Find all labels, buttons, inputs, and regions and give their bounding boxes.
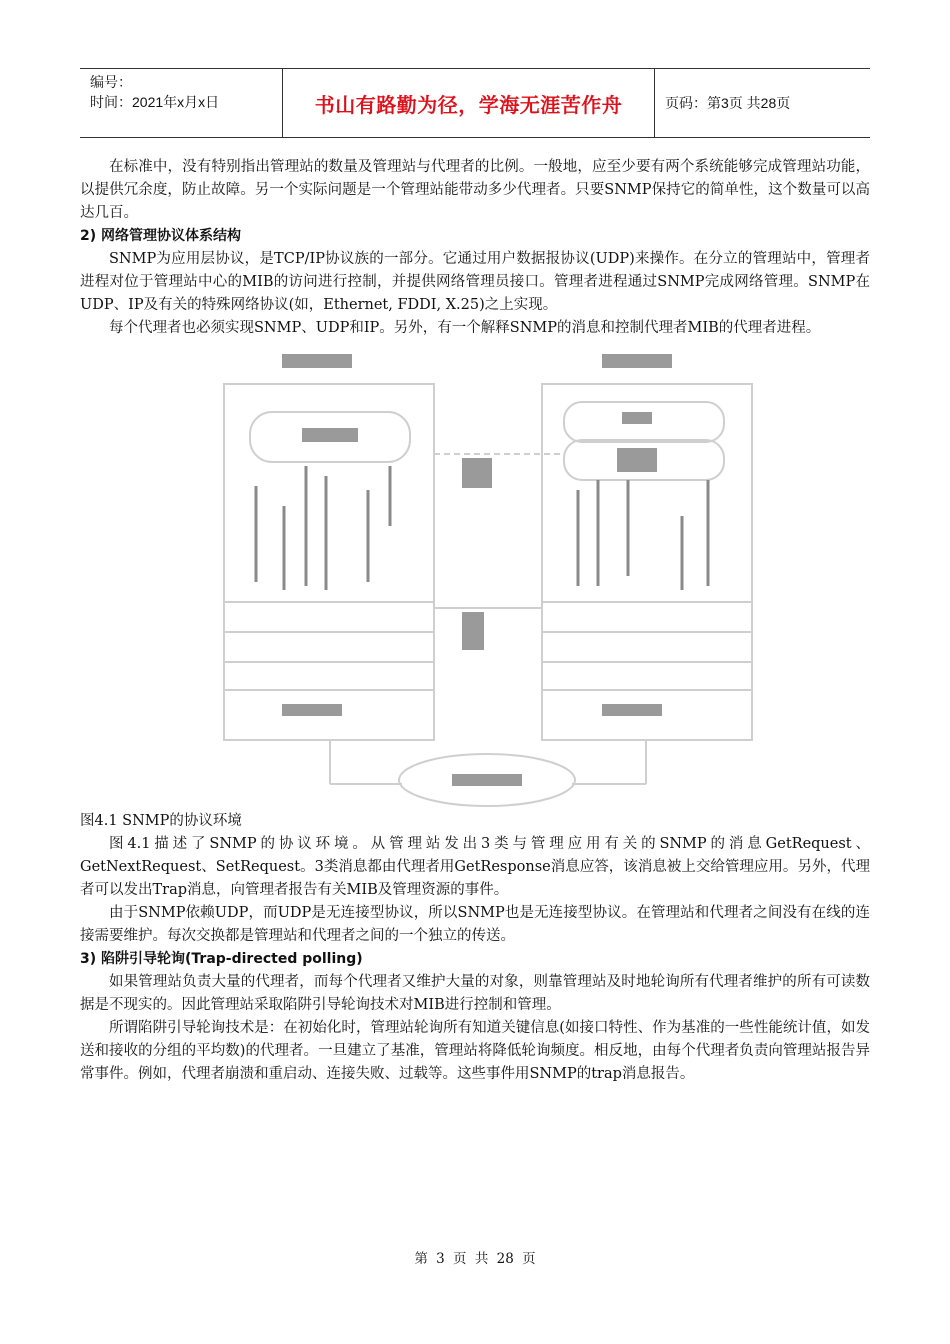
agent-link-layer-label-block bbox=[602, 704, 662, 716]
paragraph: 所谓陷阱引导轮询技术是：在初始化时，管理站轮询所有知道关键信息(如接口特性、作为基准的一些性能统计值，如发送和接收的分组的平均数)的代理者。一旦建立了基准，管理站将降低轮询频度。相反地，由每个代理者负责向管理站报告异常事件。例如，代理者崩溃和重启动、连接失败、过载等。这些事件用SNMP的trap消息报告。 bbox=[80, 1020, 870, 1082]
paragraph: 如果管理站负责大量的代理者，而每个代理者又维护大量的对象，则靠管理站及时地轮询所有代理者维护的所有可读数据是不现实的。因此管理站采取陷阱引导轮询技术对MIB进行控制和管理。 bbox=[80, 974, 870, 1013]
snmp-protocol-diagram bbox=[222, 350, 872, 810]
diagram-graphic bbox=[222, 350, 872, 810]
section-heading: 2) 网络管理协议体系结构 bbox=[80, 228, 242, 244]
header-motto: 书山有路勤为径，学海无涯苦作舟 bbox=[282, 69, 655, 137]
link-label-block bbox=[462, 612, 484, 650]
header-meta bbox=[80, 69, 282, 137]
document-body bbox=[80, 156, 870, 1086]
manager-process-label-block bbox=[302, 428, 358, 442]
paragraph: SNMP为应用层协议，是TCP/IP协议族的一部分。它通过用户数据报协议(UDP)来操作。在分立的管理站中，管理者进程对位于管理站中心的MIB的访问进行控制，并提供网络管理员接口。管理者进程通过SNMP完成网络管理。SNMP在UDP、IP及有关的特殊网络协议(如，Ethernet, FDDI, X.25)之上实现。 bbox=[80, 251, 870, 313]
agent-station-box bbox=[542, 384, 752, 740]
manager-link-layer-label-block bbox=[282, 704, 342, 716]
header-page-info: 页码：第3页 共28页 bbox=[665, 95, 791, 111]
network-label-block bbox=[452, 774, 522, 786]
paragraph: 在标准中，没有特别指出管理站的数量及管理站与代理者的比例。一般地，应至少要有两个系统能够完成管理站功能，以提供冗余度，防止故障。另一个实际问题是一个管理站能带动多少代理者。只要SNMP保持它的简单性，这个数量可以高达几百。 bbox=[80, 159, 870, 221]
page-footer: 第 3 页 共 28 页 bbox=[414, 1251, 536, 1267]
page-header bbox=[80, 68, 870, 138]
time-label: 时间：2021年x月x日 bbox=[90, 94, 220, 110]
message-label-block bbox=[462, 458, 492, 488]
agent-station-label-block bbox=[602, 354, 672, 368]
manager-station-label-block bbox=[282, 354, 352, 368]
number-label: 编号： bbox=[90, 74, 132, 90]
figure-caption: 图4.1 SNMP的协议环境 bbox=[80, 813, 242, 829]
paragraph: 图4.1描述了SNMP的协议环境。从管理站发出3类与管理应用有关的SNMP的消息GetRequest、GetNextRequest、SetRequest。3类消息都由代理者用GetResponse消息应答，该消息被上交给管理应用。另外，代理者可以发出Trap消息，向管理者报告有关MIB及管理资源的事件。 bbox=[80, 836, 870, 898]
paragraph: 每个代理者也必须实现SNMP、UDP和IP。另外，有一个解释SNMP的消息和控制代理者MIB的代理者进程。 bbox=[109, 320, 821, 336]
agent-app-label-block bbox=[622, 412, 652, 424]
agent-process-label-block bbox=[617, 448, 657, 472]
section-heading: 3) 陷阱引导轮询(Trap-directed polling) bbox=[80, 951, 363, 967]
paragraph: 由于SNMP依赖UDP，而UDP是无连接型协议，所以SNMP也是无连接型协议。在管理站和代理者之间没有在线的连接需要维护。每次交换都是管理站和代理者之间的一个独立的传送。 bbox=[80, 905, 870, 944]
